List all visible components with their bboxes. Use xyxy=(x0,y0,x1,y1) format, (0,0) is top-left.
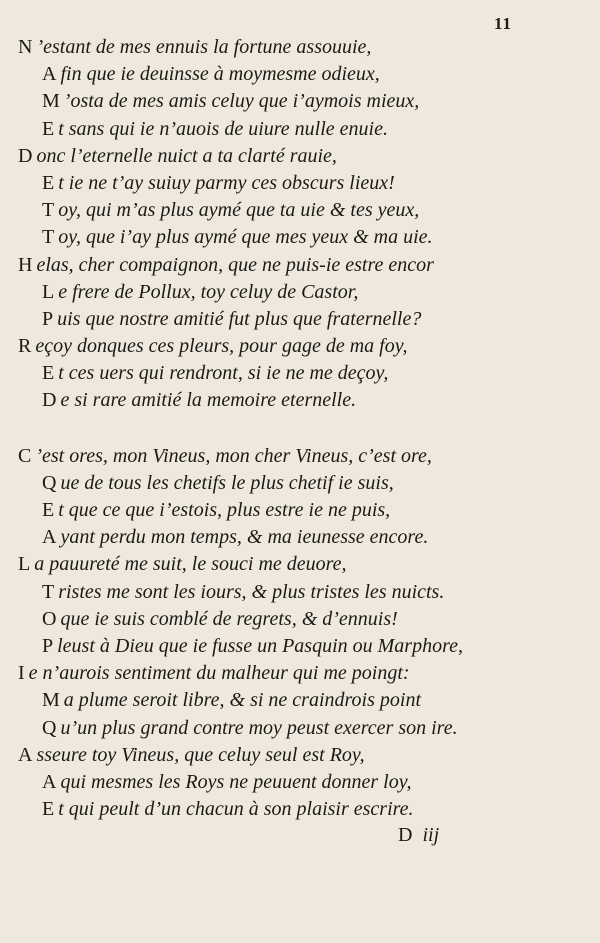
verse-line xyxy=(0,306,600,333)
verse-initial: M xyxy=(42,90,60,113)
verse-text: e n’aurois sentiment du malheur qui me poingt: xyxy=(28,662,410,685)
verse-text: fin que ie deuinsse à moymesme odieux, xyxy=(60,63,380,86)
verse-line xyxy=(0,143,600,170)
verse-line xyxy=(0,387,600,414)
verse-initial: L xyxy=(18,553,31,576)
verse-initial: I xyxy=(18,662,25,685)
verse-line xyxy=(0,769,600,796)
verse-initial: O xyxy=(42,607,57,630)
verse-line xyxy=(0,551,600,578)
verse-initial: P xyxy=(42,634,54,657)
verse-initial: P xyxy=(42,307,54,330)
verse-initial: A xyxy=(42,63,57,86)
verse-initial: T xyxy=(42,199,55,222)
verse-line xyxy=(0,443,600,470)
verse-line xyxy=(0,224,600,251)
verse-line xyxy=(0,279,600,306)
verse-line xyxy=(0,633,600,660)
verse-line xyxy=(0,61,600,88)
verse-line xyxy=(0,252,600,279)
verse-initial: E xyxy=(42,117,55,140)
verse-text: t sans qui ie n’auois de uiure nulle enuie. xyxy=(58,117,388,140)
verse-text: qui mesmes les Roys ne peuuent donner loy, xyxy=(60,770,412,793)
verse-initial: D xyxy=(18,144,33,167)
verse-text: leust à Dieu que ie fusse un Pasquin ou Marphore, xyxy=(57,634,464,657)
verse-text: e si rare amitié la memoire eternelle. xyxy=(60,389,357,412)
verse-line xyxy=(0,470,600,497)
verse-text: oy, qui m’as plus aymé que ta uie & tes yeux, xyxy=(58,199,420,222)
verse-initial: E xyxy=(42,499,55,521)
verse-text: elas, cher compaignon, que ne puis-ie estre encor xyxy=(36,253,434,276)
signature-number: iij xyxy=(422,824,440,846)
verse-text: t qui peult d’un chacun à son plaisir escrire. xyxy=(58,798,414,821)
poem xyxy=(0,34,600,823)
verse-initial: A xyxy=(42,770,57,793)
verse-initial: E xyxy=(42,171,55,194)
verse-line xyxy=(0,88,600,115)
verse-text: ue de tous les chetifs le plus chetif ie suis, xyxy=(60,471,394,494)
verse-line xyxy=(0,660,600,687)
verse-initial: E xyxy=(42,362,55,385)
verse-text: t ie ne t’ay suiuy parmy ces obscurs lieux! xyxy=(58,171,395,194)
verse-text: a pauureté me suit, le souci me deuore, xyxy=(34,553,347,576)
verse-text: u’un plus grand contre moy peust exercer son ire. xyxy=(60,716,458,739)
verse-line xyxy=(0,579,600,606)
verse-text: a plume seroit libre, & si ne craindrois point xyxy=(63,689,422,712)
verse-initial: Q xyxy=(42,716,57,739)
signature-mark xyxy=(398,824,439,847)
verse-initial: T xyxy=(42,226,55,249)
verse-text: que ie suis comblé de regrets, & d’ennuis! xyxy=(60,607,398,630)
verse-text: t que ce que i’estois, plus estre ie ne puis, xyxy=(58,499,391,521)
verse-line xyxy=(0,742,600,769)
verse-text: uis que nostre amitié fut plus que fraternelle? xyxy=(57,307,422,330)
stanza xyxy=(0,34,600,415)
verse-initial: R xyxy=(18,335,32,358)
verse-text: ’osta de mes amis celuy que i’aymois mieux, xyxy=(63,90,420,113)
verse-line xyxy=(0,333,600,360)
verse-text: e frere de Pollux, toy celuy de Castor, xyxy=(58,280,359,303)
verse-line xyxy=(0,796,600,823)
page-number: 11 xyxy=(493,14,512,33)
verse-line xyxy=(0,170,600,197)
verse-text: sseure toy Vineus, que celuy seul est Roy, xyxy=(36,743,365,766)
verse-line xyxy=(0,687,600,714)
verse-line xyxy=(0,497,600,524)
verse-line xyxy=(0,606,600,633)
verse-text: oy, que i’ay plus aymé que mes yeux & ma uie. xyxy=(58,226,433,249)
signature-letter: D xyxy=(398,824,413,846)
verse-initial: H xyxy=(18,253,33,276)
verse-line xyxy=(0,360,600,387)
verse-text: onc l’eternelle nuict a ta clarté rauie, xyxy=(36,144,337,167)
verse-initial: T xyxy=(42,580,55,603)
verse-text: ’est ores, mon Vineus, mon cher Vineus, c’est ore, xyxy=(35,444,432,467)
verse-text: ristes me sont les iours, & plus tristes les nuicts. xyxy=(58,580,445,603)
verse-initial: E xyxy=(42,798,55,821)
verse-text: yant perdu mon temps, & ma ieunesse encore. xyxy=(60,526,429,549)
verse-initial: Q xyxy=(42,471,57,494)
verse-text: eçoy donques ces pleurs, pour gage de ma foy, xyxy=(35,335,408,358)
verse-initial: A xyxy=(18,743,33,766)
verse-line xyxy=(0,197,600,224)
verse-line xyxy=(0,524,600,551)
verse-initial: D xyxy=(42,389,57,412)
verse-initial: N xyxy=(18,36,33,58)
verse-line xyxy=(0,116,600,143)
verse-line xyxy=(0,34,600,61)
verse-line xyxy=(0,715,600,742)
verse-text: ’estant de mes ennuis la fortune assouuie, xyxy=(36,36,372,58)
stanza xyxy=(0,443,600,824)
verse-text: t ces uers qui rendront, si ie ne me deçoy, xyxy=(58,362,389,385)
verse-initial: M xyxy=(42,689,60,712)
verse-initial: A xyxy=(42,526,57,549)
verse-initial: L xyxy=(42,280,55,303)
verse-initial: C xyxy=(18,444,32,467)
